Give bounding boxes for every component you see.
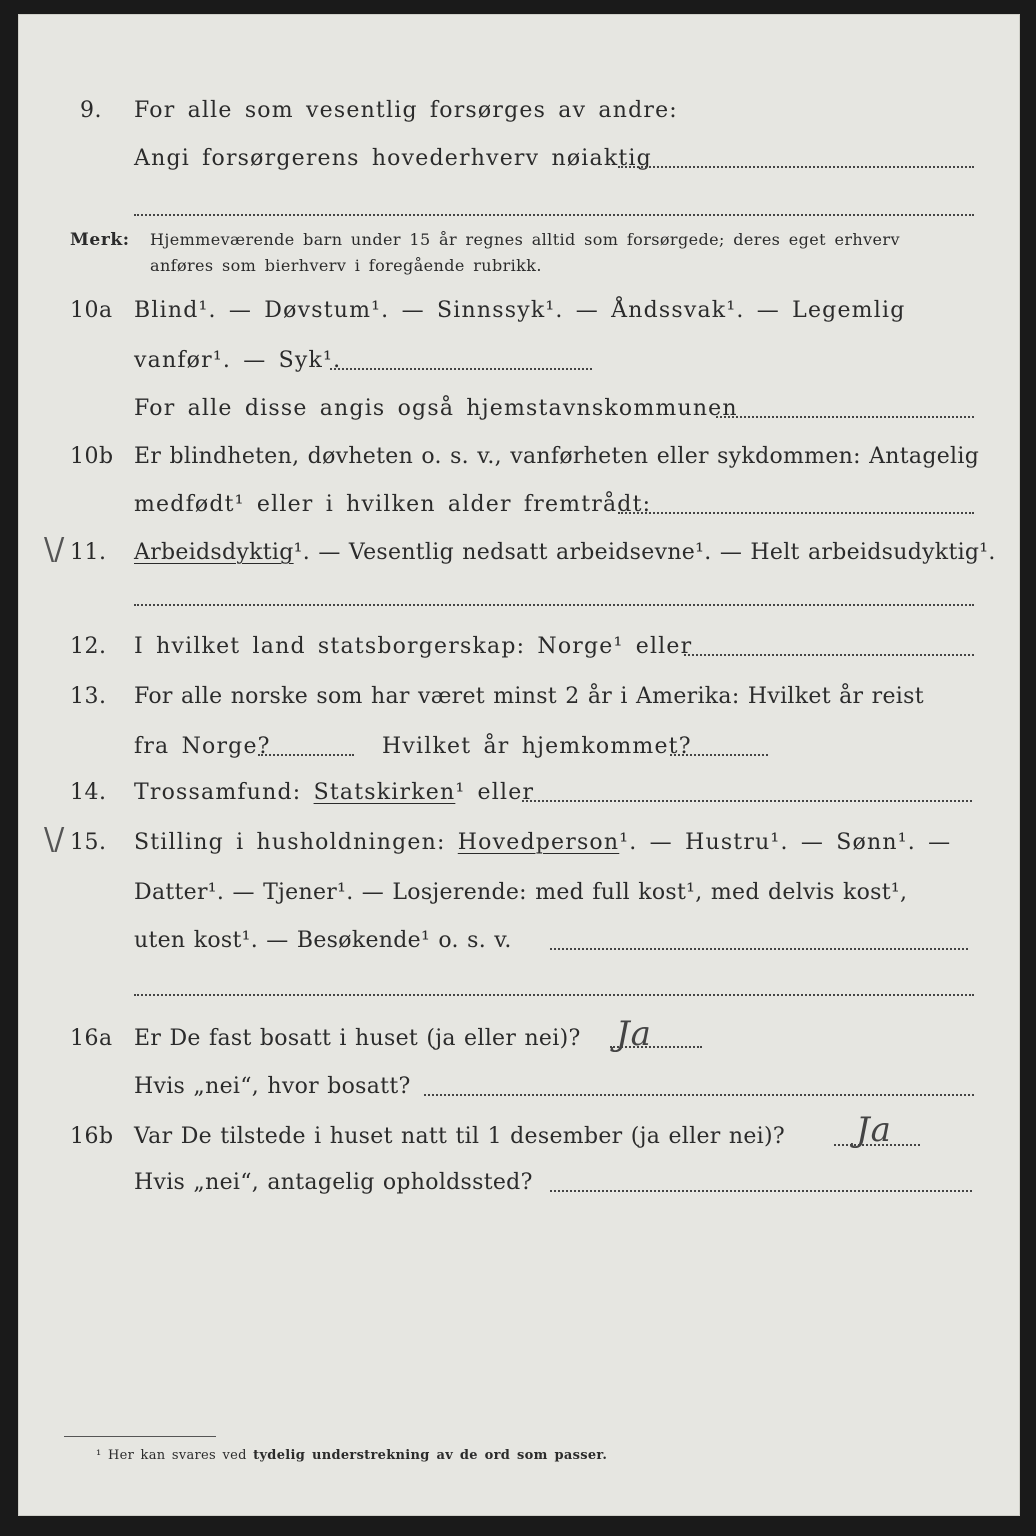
q10a-text-line2: vanfør¹. — Syk¹.: [134, 348, 342, 373]
q10a-answer-line[interactable]: [330, 368, 592, 370]
q14-text-pre: Trossamfund:: [134, 780, 302, 805]
merk-text-line2: anføres som bierhverv i foregående rubrikk.: [150, 256, 542, 275]
q11-text-rest: ¹. — Vesentlig nedsatt arbeidsevne¹. — Helt arbeidsudyktig¹.: [293, 540, 996, 565]
q16a-residence-line[interactable]: [424, 1094, 974, 1096]
q16b-text-line2: Hvis „nei“, antagelig opholdssted?: [134, 1170, 533, 1195]
q15-hovedperson-underlined[interactable]: Hovedperson: [457, 830, 620, 855]
q14-number: 14.: [70, 780, 107, 805]
q15-text-post: ¹. — Hustru¹. — Sønn¹. —: [619, 830, 952, 855]
q16a-answer-line[interactable]: [610, 1046, 702, 1048]
q12-answer-line[interactable]: [684, 654, 974, 656]
q9-text-line1: For alle som vesentlig forsørges av andre:: [134, 98, 678, 123]
q16a-text-line2: Hvis „nei“, hvor bosatt?: [134, 1074, 411, 1099]
q16b-text-line1: Var De tilstede i huset natt til 1 desember (ja eller nei)?: [134, 1124, 785, 1149]
q10b-number: 10b: [70, 444, 114, 469]
footnote-text-pre: Her kan svares ved: [107, 1448, 247, 1463]
merk-label: Merk:: [70, 230, 130, 250]
footnote-rule: [64, 1436, 216, 1437]
q15-text-line1: [134, 830, 951, 855]
q13-text-line2a: fra Norge?: [134, 734, 271, 759]
q16a-text-line1: Er De fast bosatt i huset (ja eller nei)?: [134, 1026, 581, 1051]
census-form-page: [18, 14, 1020, 1516]
q16b-answer-line[interactable]: [834, 1144, 920, 1146]
q11-number: 11.: [70, 540, 107, 565]
q10b-text-line2: medfødt¹ eller i hvilken alder fremtrådt:: [134, 492, 652, 517]
q9-answer-line-2[interactable]: [134, 214, 974, 216]
q15-text-line2: Datter¹. — Tjener¹. — Losjerende: med full kost¹, med delvis kost¹,: [134, 880, 908, 905]
q10b-text-line1: Er blindheten, døvheten o. s. v., vanførheten eller sykdommen: Antagelig: [134, 444, 980, 469]
q10b-answer-line[interactable]: [618, 512, 974, 514]
q11-check-mark: \/: [44, 532, 65, 567]
q16a-number: 16a: [70, 1026, 113, 1051]
q15-answer-line[interactable]: [550, 948, 968, 950]
q13-return-year-line[interactable]: [670, 754, 768, 756]
q15-text-pre: Stilling i husholdningen:: [134, 830, 446, 855]
footnote: [96, 1448, 607, 1463]
q16b-handwritten-answer: Ja: [856, 1110, 892, 1150]
q11-arbeidsdyktig-underlined[interactable]: Arbeidsdyktig: [134, 540, 294, 565]
q12-text: I hvilket land statsborgerskap: Norge¹ eller: [134, 634, 693, 659]
q10a-text-line1: Blind¹. — Døvstum¹. — Sinnssyk¹. — Åndssvak¹. — Legemlig: [134, 298, 906, 323]
q11-text: [134, 540, 996, 565]
q13-number: 13.: [70, 684, 107, 709]
footnote-mark: ¹: [96, 1448, 102, 1463]
q14-answer-line[interactable]: [522, 800, 972, 802]
q9-text-line2: Angi forsørgerens hovederhverv nøiaktig: [134, 146, 652, 171]
q10a-home-municipality-line[interactable]: [716, 416, 974, 418]
q13-text-line1: For alle norske som har været minst 2 år i Amerika: Hvilket år reist: [134, 684, 924, 709]
q13-text-line2b: Hvilket år hjemkommet?: [382, 734, 692, 759]
q12-number: 12.: [70, 634, 107, 659]
q13-departure-year-line[interactable]: [258, 754, 354, 756]
q15-answer-line-2[interactable]: [134, 994, 974, 996]
q9-answer-line[interactable]: [618, 166, 974, 168]
q11-answer-line[interactable]: [134, 604, 974, 606]
q15-number: 15.: [70, 830, 107, 855]
q14-text: [134, 780, 534, 805]
q9-number: 9.: [80, 98, 102, 123]
footnote-text-bold: tydelig understrekning av de ord som passer.: [253, 1448, 608, 1463]
q14-text-post: ¹ eller: [455, 780, 535, 805]
q10a-number: 10a: [70, 298, 113, 323]
q14-statskirken-underlined[interactable]: Statskirken: [313, 780, 456, 805]
q16b-whereabouts-line[interactable]: [550, 1190, 972, 1192]
q16a-handwritten-answer: Ja: [616, 1014, 652, 1054]
merk-text-line1: Hjemmeværende barn under 15 år regnes alltid som forsørgede; deres eget erhverv: [150, 230, 900, 249]
q16b-number: 16b: [70, 1124, 114, 1149]
q15-check-mark: \/: [44, 822, 65, 857]
q15-text-line3: uten kost¹. — Besøkende¹ o. s. v.: [134, 928, 512, 953]
q10a-text-line3: For alle disse angis også hjemstavnskommunen: [134, 396, 738, 421]
